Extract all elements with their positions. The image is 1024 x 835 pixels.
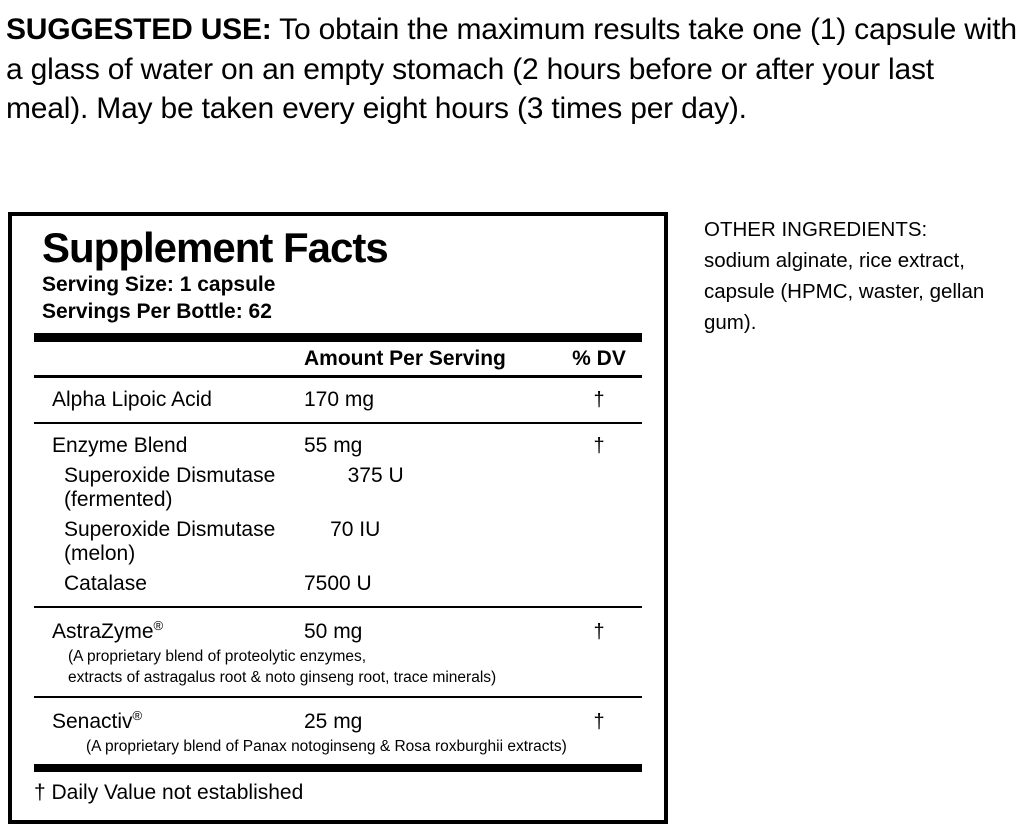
row-dv: † (593, 434, 605, 457)
other-ingredients-block (704, 214, 1004, 339)
other-ingredients-label: OTHER INGREDIENTS: (704, 218, 928, 241)
row-name: Enzyme Blend (52, 433, 188, 457)
table-row (30, 378, 646, 422)
row-name (34, 708, 304, 734)
table-row (30, 461, 646, 515)
suggested-use-text: To obtain the maximum results take one (1) capsule with a glass of water on an empty stomach (2 hours before or after your last meal). May be taken every eight hours (3 times per day). (6, 13, 1017, 126)
registered-mark: ® (153, 617, 164, 633)
table-row (30, 424, 646, 461)
suggested-use-label: SUGGESTED USE: (6, 13, 272, 46)
row-name (34, 618, 304, 644)
row-name: Superoxide Dismutase (melon) (64, 517, 276, 565)
table-row (30, 515, 646, 569)
divider-heavy-top (34, 333, 642, 342)
other-ingredients-text: sodium alginate, rice extract, capsule (HPMC, waster, gellan gum). (704, 249, 985, 335)
row-name: Catalase (64, 571, 147, 595)
row-dv: † (593, 388, 605, 411)
serving-size: Serving Size: 1 capsule (42, 273, 276, 297)
row-dv: † (593, 710, 605, 733)
row-name-text: AstraZyme (52, 619, 154, 643)
table-row (30, 698, 646, 737)
row-name-text: Senactiv (52, 709, 133, 733)
row-amount: 170 mg (304, 387, 375, 411)
row-amount: 55 mg (304, 433, 363, 457)
suggested-use-paragraph (6, 10, 1020, 129)
header-amount-per-serving: Amount Per Serving (304, 346, 506, 370)
header-percent-dv: % DV (572, 346, 626, 370)
astrazyme-note-line-1: (A proprietary blend of proteolytic enzymes, (68, 647, 367, 665)
supplement-facts-title: Supplement Facts (42, 224, 388, 271)
row-amount: 375 U (347, 463, 404, 487)
supplement-facts-panel (8, 212, 668, 824)
table-row (30, 569, 646, 606)
table-header-row (30, 342, 646, 375)
row-amount: 25 mg (304, 709, 363, 733)
row-amount: 70 IU (330, 517, 381, 541)
senactiv-note: (A proprietary blend of Panax notoginseng & Rosa roxburghii extracts) (86, 737, 567, 755)
divider-heavy-bottom (34, 764, 642, 772)
row-name: Superoxide Dismutase (fermented) (64, 463, 276, 511)
servings-per-bottle: Servings Per Bottle: 62 (42, 299, 272, 323)
registered-mark: ® (132, 707, 143, 723)
row-amount: 7500 U (304, 571, 372, 595)
table-row (30, 608, 646, 647)
daily-value-footnote: † Daily Value not established (34, 780, 304, 804)
astrazyme-note-line-2: extracts of astragalus root & noto ginseng root, trace minerals) (68, 669, 497, 687)
row-amount: 50 mg (304, 619, 363, 643)
row-name: Alpha Lipoic Acid (52, 387, 212, 411)
row-dv: † (593, 620, 605, 643)
